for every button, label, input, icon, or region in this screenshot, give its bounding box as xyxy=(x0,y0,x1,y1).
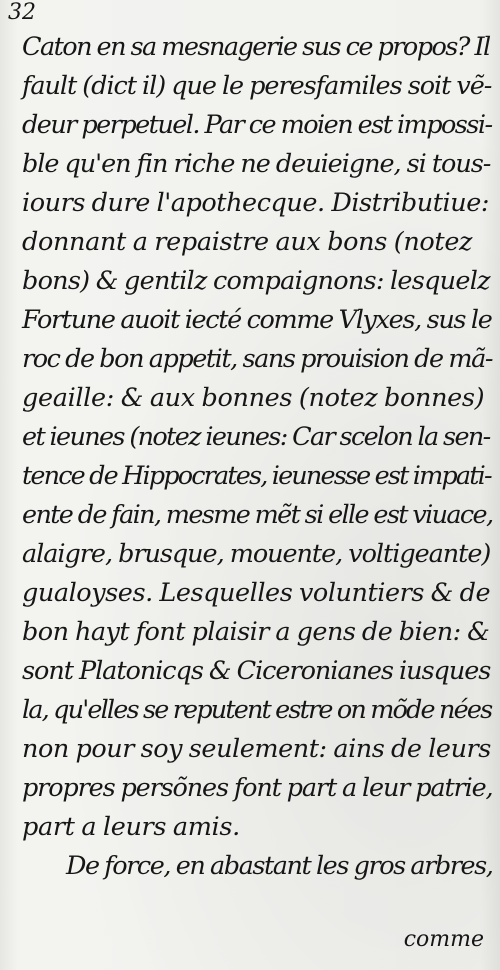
text-line: alaigre, brusque, mouente, voltigeante) xyxy=(22,539,491,569)
text-line: Fortune auoit iecté comme Vlyxes, sus le xyxy=(22,305,492,335)
text-line: deur perpetuel. Par ce moien est impossi- xyxy=(22,110,492,140)
text-line: et ieunes (notez ieunes: Car scelon la sen- xyxy=(22,422,490,452)
text-line: propres persõnes font part a leur patrie, xyxy=(22,773,493,803)
catchword: comme xyxy=(403,927,484,952)
page-number: 32 xyxy=(8,0,36,25)
text-line: tence de Hippocrates, ieunesse est impati- xyxy=(22,461,491,491)
text-line: gualoyses. Lesquelles voluntiers & de xyxy=(22,578,491,608)
text-line: donnant a repaistre aux bons (notez xyxy=(22,227,473,257)
paragraph-start-line: De force, en abastant les gros arbres, xyxy=(66,851,493,881)
text-line: la, qu'elles se reputent estre on mõde nées xyxy=(22,695,492,725)
text-line: iours dure l'apothecque. Distributiue: xyxy=(22,188,490,218)
text-line: roc de bon appetit, sans prouision de mã- xyxy=(22,344,492,374)
text-line: bon hayt font plaisir a gens de bien: & xyxy=(22,617,490,647)
text-line: ente de fain, mesme mẽt si elle est viuace, xyxy=(22,500,493,530)
text-line: part a leurs amis. xyxy=(22,812,240,842)
text-line: sont Platonicqs & Ciceronianes iusques xyxy=(22,656,491,686)
text-line: bons) & gentilz compaignons: lesquelz xyxy=(22,266,490,296)
text-line: ble qu'en fin riche ne deuieigne, si tous- xyxy=(22,149,491,179)
page-body xyxy=(22,28,492,886)
text-line: Caton en sa mesnagerie sus ce propos? Il xyxy=(22,32,490,62)
text-line: non pour soy seulement: ains de leurs xyxy=(22,734,491,764)
text-line: geaille: & aux bonnes (notez bonnes) xyxy=(22,383,485,413)
text-line: fault (dict il) que le peresfamiles soit vẽ- xyxy=(22,71,492,101)
